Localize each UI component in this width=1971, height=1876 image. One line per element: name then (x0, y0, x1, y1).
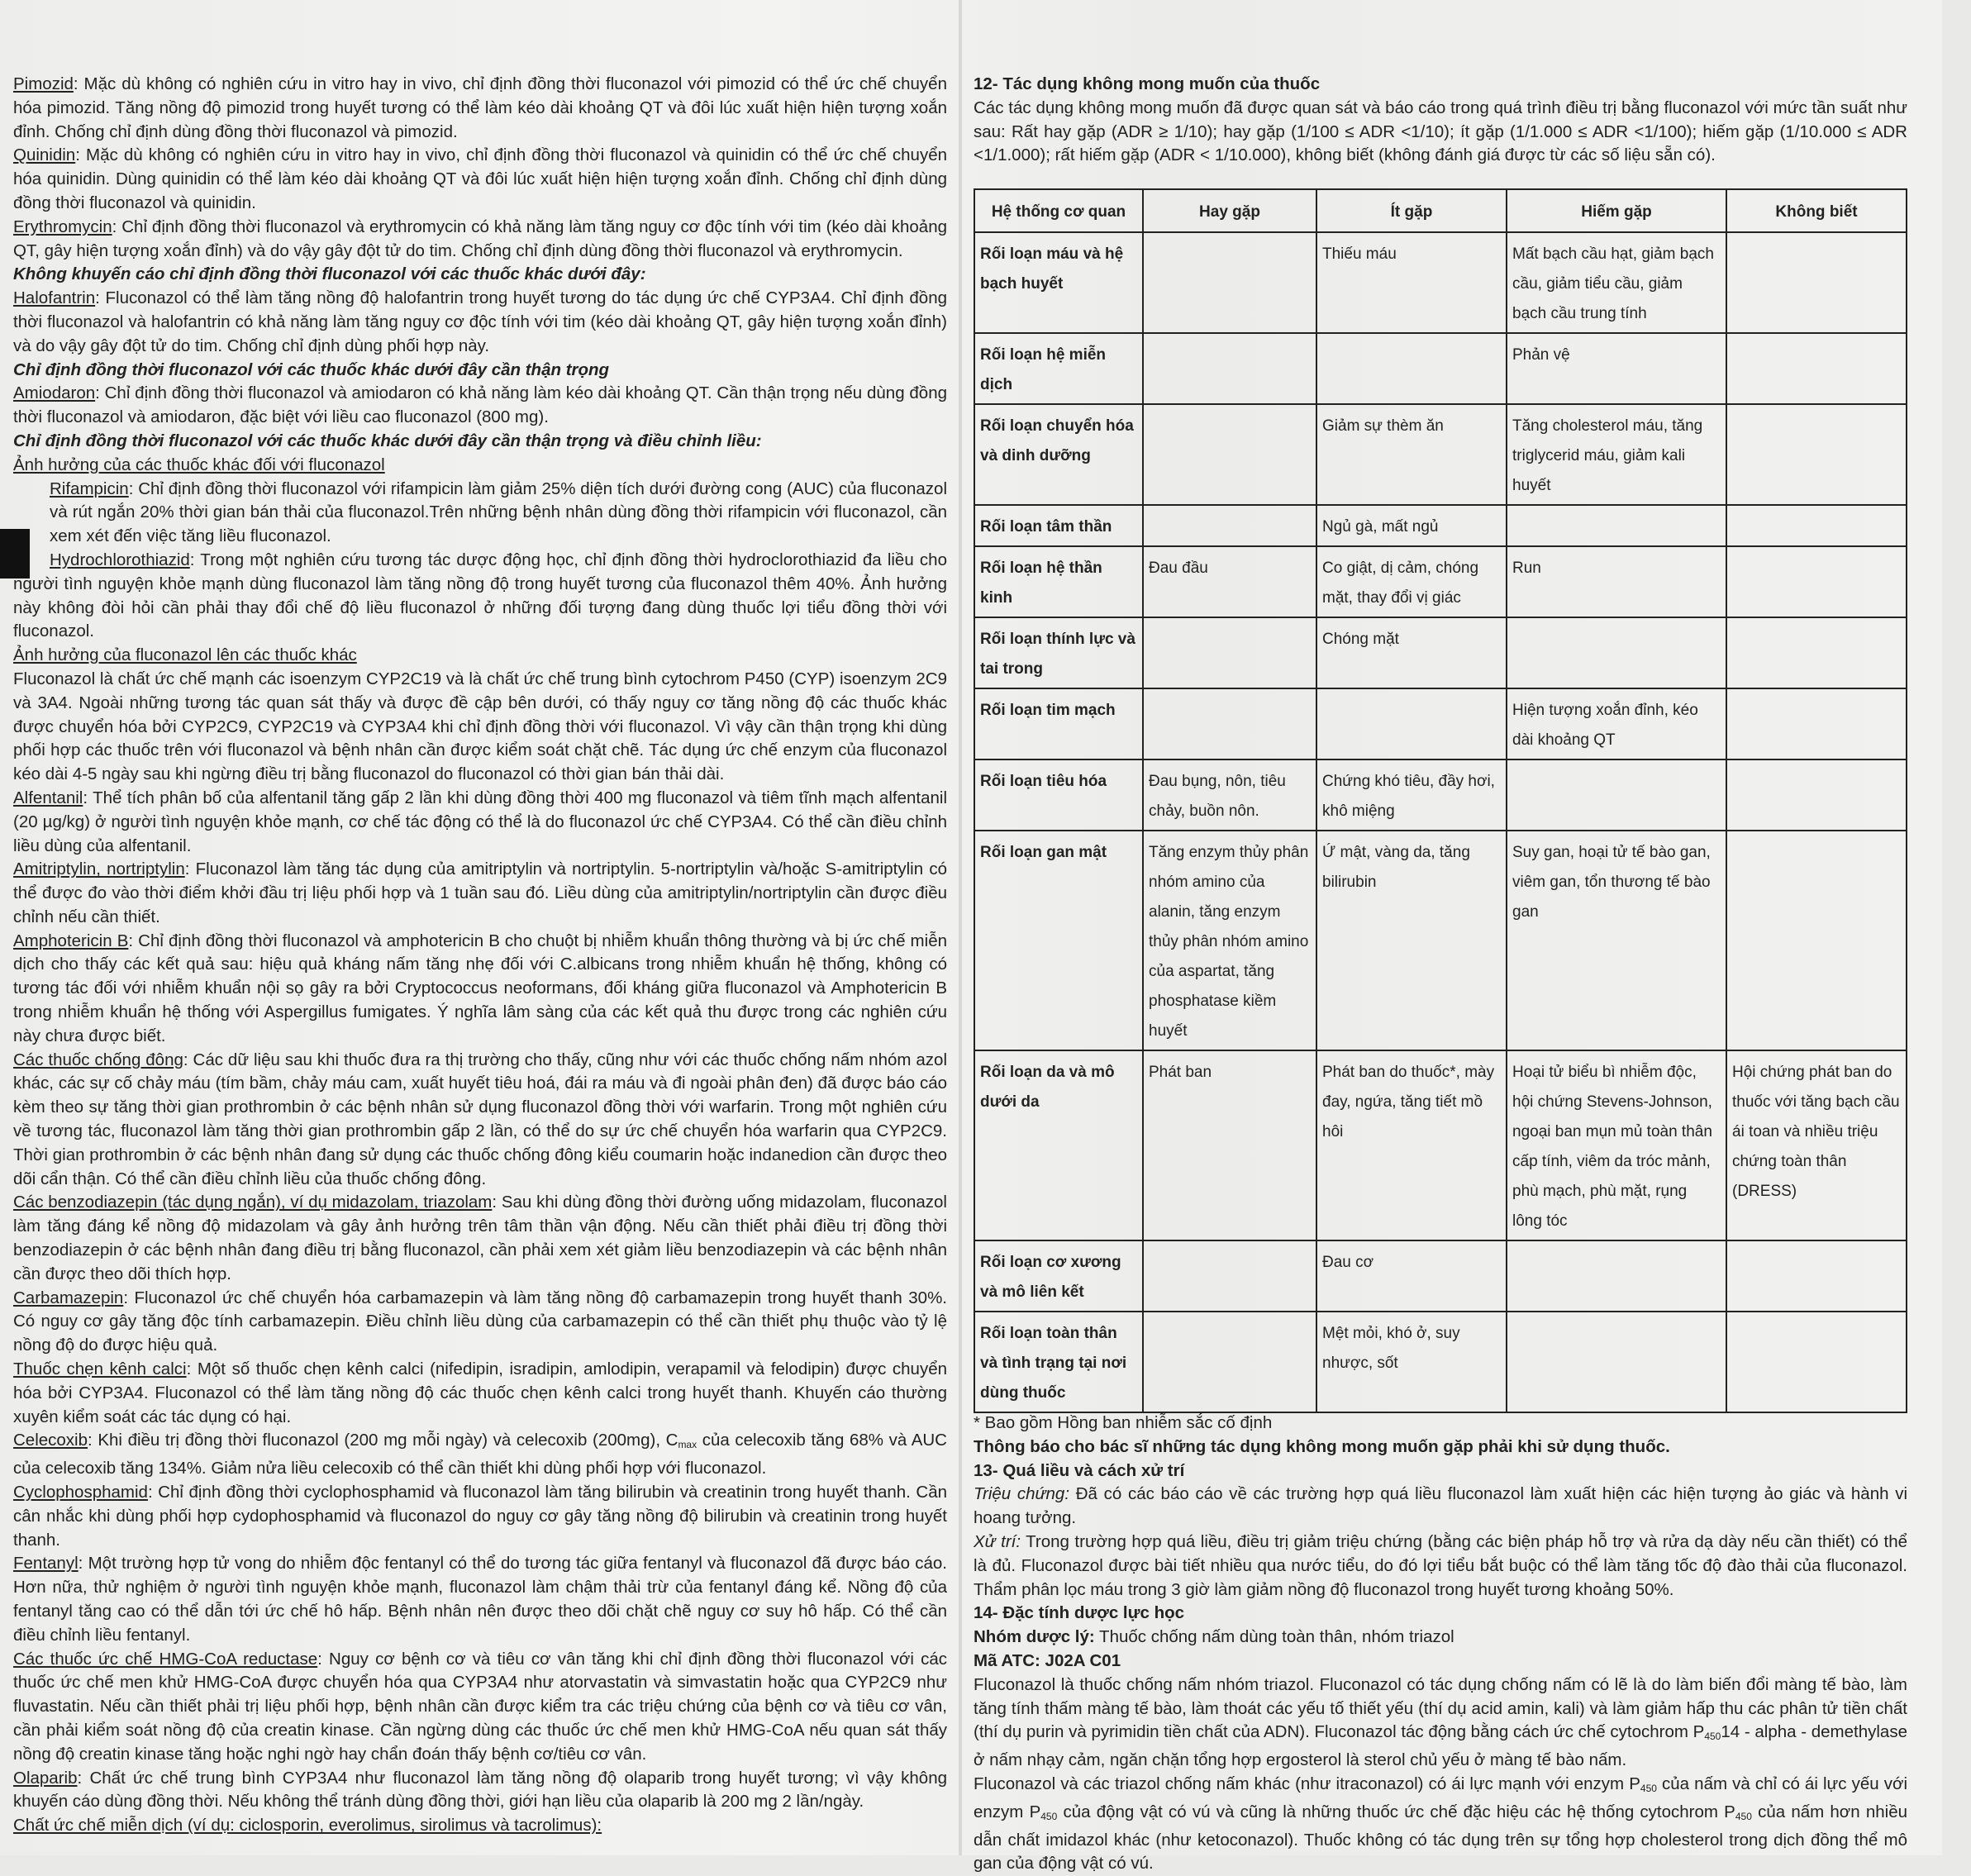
rare-cell: Suy gan, hoại tử tế bào gan, viêm gan, tổn thương tế bào gan (1507, 831, 1726, 1050)
organ-system-cell: Rối loạn toàn thân và tình trạng tại nơi dùng thuốc (974, 1312, 1143, 1412)
rare-cell (1507, 759, 1726, 831)
cmax-subscript: max (678, 1439, 697, 1451)
text-calcium-channel-blockers: : Một số thuốc chẹn kênh calci (nifedipin, isradipin, amlodipin, verapamil và felodipin) được chuyển hóa bởi CYP3A4. Fluconazol có thể làm tăng nồng độ các thuốc chẹn kênh calci trong huyết thanh. Khuyến cáo thường xuyên kiểm soát các tác dụng có hại. (13, 1359, 947, 1426)
rare-cell: Tăng cholesterol máu, tăng triglycerid máu, giảm kali huyết (1507, 404, 1726, 505)
uncommon-cell: Co giật, dị cảm, chóng mặt, thay đổi vị giác (1316, 546, 1507, 617)
table-row (974, 1312, 1907, 1412)
unknown-cell (1726, 333, 1907, 404)
group-text: Thuốc chống nấm dùng toàn thân, nhóm triazol (1094, 1627, 1454, 1647)
table-row (974, 505, 1907, 546)
common-cell (1143, 232, 1316, 333)
symptoms-label: Triệu chứng: (974, 1484, 1070, 1504)
heading-adjust-dose: Chỉ định đồng thời fluconazol với các thuốc khác dưới đây cần thận trọng và điều chỉnh liều: (13, 431, 762, 450)
common-cell (1143, 333, 1316, 404)
common-cell: Tăng enzym thủy phân nhóm amino của alanin, tăng enzym thủy phân nhóm amino của aspartat, tăng phosphatase kiềm huyết (1143, 831, 1316, 1050)
uncommon-cell: Chóng mặt (1316, 617, 1507, 688)
p450-subscript: 450 (1040, 1810, 1058, 1822)
text-olaparib: : Chất ức chế trung bình CYP3A4 như fluconazol làm tăng nồng độ olaparib trong huyết tương; vì vậy không khuyến cáo dùng đồng thời. Nếu không thể tránh dùng đồng thời, giới hạn liều của olaparib là 200 mg 2 lần/ngày. (13, 1768, 947, 1812)
unknown-cell (1726, 505, 1907, 546)
table-footnote: * Bao gồm Hồng ban nhiễm sắc cố định (974, 1413, 1273, 1432)
drug-erythromycin: Erythromycin (13, 217, 112, 236)
text-carbamazepin: : Fluconazol ức chế chuyển hóa carbamazepin và làm tăng nồng độ carbamazepin trong huyết thanh 30%. Có nguy cơ gây tăng độc tính carbamazepin. Điều chỉnh liều dùng của carbamazepin có thể cần thiết phụ thuộc vào tỷ lệ nồng độ do được hiệu quả. (13, 1288, 947, 1355)
organ-system-cell: Rối loạn hệ miễn dịch (974, 333, 1143, 404)
text-amitriptylin: : Fluconazol làm tăng tác dụng của amitriptylin và nortriptylin. 5-nortriptylin và/hoặc S-amitriptylin có thể được đo vào thời điểm khởi đầu trị liệu phối hợp và 1 tuần sau đó. Liều dùng của amitriptylin/nortriptylin cần được điều chỉnh nếu cần thiết. (13, 859, 948, 926)
pharmacodynamics-para-2 (974, 1773, 1907, 1876)
p1-text-a: Fluconazol là thuốc chống nấm nhóm triazol. Fluconazol có tác dụng chống nấm có lẽ là do làm biến đổi màng tế bào, làm tăng tính thấm màng tế bào, làm thoát các yếu tố thiết yếu (thí dụ acid amin, kali) và làm giảm hấp thu các phân tử tiền chất (thí dụ purin và pyrimidin tiền chất của ADN). Fluconazol tác động bằng cách ức chế cytochrom P (974, 1674, 1907, 1742)
uncommon-cell: Chứng khó tiêu, đầy hơi, khô miệng (1316, 759, 1507, 831)
table-row (974, 333, 1907, 404)
unknown-cell (1726, 546, 1907, 617)
unknown-cell (1726, 617, 1907, 688)
uncommon-cell (1316, 688, 1507, 759)
table-row (974, 1240, 1907, 1312)
p450-subscript: 450 (1704, 1731, 1721, 1743)
text-hydrochlorothiazid: : Trong một nghiên cứu tương tác dược động học, chỉ định đồng thời hydroclorothiazid đa liều cho người tình nguyện khỏe mạnh dùng fluconazol làm tăng nồng độ trong huyết tương của fluconazol thêm 40%. Ảnh hưởng này không đòi hỏi cần phải thay đổi chế độ liều fluconazol ở những đối tượng đang dùng thuốc lợi tiểu đồng thời với fluconazol. (13, 550, 947, 641)
text-rifampicin: : Chỉ định đồng thời fluconazol với rifampicin làm giảm 25% diện tích dưới đường cong (AUC) của fluconazol và rút ngắn 20% thời gian bán thải của fluconazol.Trên những bệnh nhân dùng đồng thời rifampicin với fluconazol, cần xem xét đến việc tăng liều fluconazol. (50, 479, 947, 546)
table-row (974, 546, 1907, 617)
unknown-cell (1726, 1240, 1907, 1312)
group-label: Nhóm dược lý: (974, 1627, 1095, 1647)
organ-system-cell: Rối loạn da và mô dưới da (974, 1050, 1143, 1240)
unknown-cell: Hội chứng phát ban do thuốc với tăng bạch cầu ái toan và nhiều triệu chứng toàn thân (DRESS) (1726, 1050, 1907, 1240)
table-row (974, 831, 1907, 1050)
p2-text-a: Fluconazol và các triazol chống nấm khác (như itraconazol) có ái lực mạnh với enzym P (974, 1774, 1640, 1793)
drug-fentanyl: Fentanyl (13, 1554, 79, 1574)
text-amphotericin: : Chỉ định đồng thời fluconazol và amphotericin B cho chuột bị nhiễm khuẩn thông thường và bị ức chế miễn dịch cho thấy các kết quả sau: hiệu quả kháng nấm tăng nhẹ đối với C.albicans trong nhiễm khuẩn hệ thống, không có tương tác đối với nhiễm khuẩn nội sọ gây ra bởi Cryptococcus neoformans, đối kháng giữa fluconazol và Amphotericin B trong nhiễm khuẩn hệ thống với Aspergillus fumigates. Ý nghĩa lâm sàng của các kết quả thu được trong các nghiên cứu này chưa được biết. (13, 931, 947, 1045)
organ-system-cell: Rối loạn tim mạch (974, 688, 1143, 759)
drug-cyclophosphamid: Cyclophosphamid (13, 1483, 148, 1502)
header-common: Hay gặp (1143, 189, 1316, 232)
text-alfentanil: : Thể tích phân bố của alfentanil tăng gấp 2 lần khi dùng đồng thời 400 mg fluconazol và tiêm tĩnh mạch alfentanil (20 µg/kg) ở người tình nguyện khỏe mạnh, cơ chế tác động có thể là do fluconazol ức chế CYP3A4. Có thể cần điều chỉnh liều dùng của alfentanil. (13, 788, 947, 855)
symptoms-text: Đã có các báo cáo về các trường hợp quá liều fluconazol làm xuất hiện các hiện tượng ảo giác và hành vi hoang tưởng. (974, 1484, 1907, 1528)
section-14-title: 14- Đặc tính dược lực học (974, 1603, 1185, 1623)
section-12-title: 12- Tác dụng không mong muốn của thuốc (974, 74, 1321, 93)
drug-amitriptylin: Amitriptylin, nortriptylin (13, 859, 185, 879)
header-uncommon: Ít gặp (1316, 189, 1507, 232)
para-fentanyl (13, 1552, 947, 1647)
para-rifampicin (13, 478, 947, 549)
unknown-cell (1726, 831, 1907, 1050)
para-carbamazepin (13, 1287, 947, 1358)
treatment-label: Xử trí: (974, 1531, 1021, 1551)
unknown-cell (1726, 404, 1907, 505)
text-celecoxib-b: của celecoxib tăng 68% và AUC của celecoxib tăng 134%. Giảm nửa liều celecoxib có thể cần thiết khi dùng phối hợp với fluconazol. (13, 1431, 947, 1478)
table-row (974, 617, 1907, 688)
section-13-title: 13- Quá liều và cách xử trí (974, 1460, 1185, 1480)
para-amiodaron (13, 382, 947, 430)
para-olaparib (13, 1767, 947, 1815)
common-cell (1143, 1312, 1316, 1412)
common-cell (1143, 617, 1316, 688)
organ-system-cell: Rối loạn chuyển hóa và dinh dưỡng (974, 404, 1143, 505)
unknown-cell (1726, 1312, 1907, 1412)
heading-not-recommended: Không khuyến cáo chỉ định đồng thời fluconazol với các thuốc khác dưới đây: (13, 264, 646, 284)
common-cell: Đau đầu (1143, 546, 1316, 617)
rare-cell (1507, 1240, 1726, 1312)
drug-amphotericin: Amphotericin B (13, 931, 129, 950)
text-halofantrin: : Fluconazol có thể làm tăng nồng độ halofantrin trong huyết tương do tác dụng ức chế CYP3A4. Chỉ định đồng thời fluconazol và halofantrin có khả năng làm tăng nguy cơ độc tính với tim (kéo dài khoảng QT, gây hiện tượng xoắn đỉnh) và do vậy gây đột tử do tim. Chống chỉ định dùng phối hợp này. (13, 288, 947, 355)
drug-benzodiazepin: Các benzodiazepin (tác dụng ngắn), ví dụ midazolam, triazolam (13, 1193, 493, 1212)
organ-system-cell: Rối loạn gan mật (974, 831, 1143, 1050)
organ-system-cell: Rối loạn tâm thần (974, 505, 1143, 546)
section-12-intro: Các tác dụng không mong muốn đã được quan sát và báo cáo trong quá trình điều trị bằng fluconazol với mức tần suất như sau: Rất hay gặp (ADR ≥ 1/10); hay gặp (1/100 ≤ ADR <1/10); ít gặp (1/1.000 ≤ ADR <1/100); hiếm gặp (1/10.000 ≤ ADR <1/1.000); rất hiếm gặp (ADR < 1/10.000), không biết (không đánh giá được từ các số liệu sẵn có). (974, 98, 1907, 165)
drug-halofantrin: Halofantrin (13, 288, 96, 308)
overdose-treatment (974, 1531, 1907, 1602)
heading-immunosuppressants: Chất ức chế miễn dịch (ví dụ: ciclosporin, everolimus, sirolimus và tacrolimus): (13, 1816, 602, 1836)
pharmacologic-group (974, 1626, 1907, 1650)
para-hmg-coa (13, 1648, 947, 1767)
section-12 (974, 73, 1907, 168)
para-fluconazol-intro: Fluconazol là chất ức chế mạnh các isoenzym CYP2C19 và là chất ức chế trung bình cytochrom P450 (CYP) isoenzym 2C9 và 3A4. Ngoài những tương tác quan sát thấy và được đề cập bên dưới, có thấy nguy cơ tăng nồng độ các thuốc khác được chuyển hóa bởi CYP2C9, CYP2C19 và CYP3A4 khi chỉ định đồng thời với fluconazol. Vì vậy cần thận trọng khi dùng phối hợp các thuốc trên với fluconazol và bệnh nhân cần được kiểm soát chặt chẽ. Tác dụng ức chế enzym của fluconazol kéo dài 4-5 ngày sau khi ngừng điều trị bằng fluconazol do fluconazol có thời gian bán thải dài. (13, 669, 947, 784)
table-row (974, 232, 1907, 333)
drug-rifampicin: Rifampicin (50, 479, 129, 498)
para-alfentanil (13, 787, 947, 858)
text-hmg-coa: : Nguy cơ bệnh cơ và tiêu cơ vân tăng khi chỉ định đồng thời fluconazol với các thuốc ức chế men khử HMG-CoA được chuyển hóa qua CYP3A4 như atorvastatin và simvastatin hoặc qua CYP2C9 như fluvastatin. Nếu cần thiết phải trị liệu phối hợp, bệnh nhân cần được kiểm tra các triệu chứng của bệnh cơ và tiêu cơ vân, cần phải kiểm soát nồng độ của creatin kinase. Cần ngừng dùng các thuốc ức chế men khử HMG-CoA nếu quan sát thấy nồng độ creatin kinase tăng hoặc nghi ngờ hay chẩn đoán thấy bệnh cơ/tiêu cơ vân. (13, 1649, 947, 1764)
table-row (974, 759, 1907, 831)
drug-hydrochlorothiazid: Hydrochlorothiazid (50, 550, 190, 569)
common-cell (1143, 688, 1316, 759)
common-cell: Đau bụng, nôn, tiêu chảy, buồn nôn. (1143, 759, 1316, 831)
para-amitriptylin (13, 858, 947, 929)
para-quinidin (13, 144, 947, 215)
text-quinidin: : Mặc dù không có nghiên cứu in vitro hay in vivo, chỉ định đồng thời fluconazol và quinidin có thể ức chế chuyển hóa quinidin. Dùng quinidin có thể làm kéo dài khoảng QT và đôi lúc xuất hiện hiện tượng xoắn đỉnh. Chống chỉ định dùng đồng thời fluconazol và quinidin. (13, 145, 947, 212)
organ-system-cell: Rối loạn thính lực và tai trong (974, 617, 1143, 688)
drug-hmg-coa: Các thuốc ức chế HMG-CoA reductase (13, 1649, 318, 1669)
drug-olaparib: Olaparib (13, 1768, 78, 1788)
rare-cell: Phản vệ (1507, 333, 1726, 404)
p450-subscript: 450 (1735, 1810, 1752, 1822)
atc-code: Mã ATC: J02A C01 (974, 1650, 1121, 1670)
organ-system-cell: Rối loạn hệ thần kinh (974, 546, 1143, 617)
overdose-symptoms (974, 1483, 1907, 1531)
para-celecoxib (13, 1429, 947, 1481)
organ-system-cell: Rối loạn máu và hệ bạch huyết (974, 232, 1143, 333)
common-cell (1143, 404, 1316, 505)
p2-text-b: của nấm và chỉ có ái lực yếu với enzym P (974, 1774, 1908, 1821)
common-cell (1143, 1240, 1316, 1312)
uncommon-cell: Mệt mỏi, khó ở, suy nhược, sốt (1316, 1312, 1507, 1412)
table-row (974, 688, 1907, 759)
para-erythromycin (13, 216, 947, 264)
organ-system-cell: Rối loạn cơ xương và mô liên kết (974, 1240, 1143, 1312)
uncommon-cell: Giảm sự thèm ăn (1316, 404, 1507, 505)
header-organ-system: Hệ thống cơ quan (974, 189, 1143, 232)
para-hydrochlorothiazid (13, 549, 947, 644)
pharmacodynamics-para-1 (974, 1674, 1907, 1773)
rare-cell (1507, 1312, 1726, 1412)
drug-calcium-channel-blockers: Thuốc chẹn kênh calci (13, 1359, 187, 1379)
drug-quinidin: Quinidin (13, 145, 76, 165)
uncommon-cell: Ngủ gà, mất ngủ (1316, 505, 1507, 546)
header-rare: Hiếm gặp (1507, 189, 1726, 232)
uncommon-cell (1316, 333, 1507, 404)
heading-caution: Chỉ định đồng thời fluconazol với các thuốc khác dưới đây cần thận trọng (13, 359, 610, 379)
drug-alfentanil: Alfentanil (13, 788, 83, 807)
p2-text-c: của động vật có vú và cũng là những thuốc ức chế đặc hiệu các hệ thống cytochrom P (1057, 1802, 1735, 1821)
heading-fluconazol-on-others: Ảnh hưởng của fluconazol lên các thuốc khác (13, 645, 357, 665)
rare-cell (1507, 617, 1726, 688)
para-cyclophosphamid (13, 1481, 947, 1552)
rare-cell: Hiện tượng xoắn đỉnh, kéo dài khoảng QT (1507, 688, 1726, 759)
para-halofantrin (13, 287, 947, 358)
organ-system-cell: Rối loạn tiêu hóa (974, 759, 1143, 831)
uncommon-cell: Thiếu máu (1316, 232, 1507, 333)
heading-others-on-fluconazol: Ảnh hưởng của các thuốc khác đối với fluconazol (13, 455, 385, 474)
unknown-cell (1726, 688, 1907, 759)
p1-text-b: 14 - alpha - demethylase ở nấm nhạy cảm, ngăn chặn tổng hợp ergosterol là sterol chủ yếu ở màng tế bào nấm. (974, 1722, 1907, 1770)
table-header-row (974, 189, 1907, 232)
text-celecoxib-a: : Khi điều trị đồng thời fluconazol (200 mg mỗi ngày) và celecoxib (200mg), C (88, 1431, 678, 1450)
adverse-reactions-table (974, 188, 1907, 1413)
fold-line (959, 0, 962, 1855)
text-cyclophosphamid: : Chỉ định đồng thời cyclophosphamid và fluconazol làm tăng bilirubin và creatinin trong huyết thanh. Cần cân nhắc khi dùng phối hợp cydophosphamid và fluconazol do nguy cơ gây tăng nồng độ bilirubin và creatinin trong huyết thanh. (13, 1483, 947, 1550)
common-cell: Phát ban (1143, 1050, 1316, 1240)
para-anticoagulants (13, 1049, 947, 1192)
p2-text-d: của nấm hơn nhiều dẫn chất imidazol khác (như ketoconazol). Thuốc không có tác dụng trên sự tổng hợp cholesterol trong dịch đồng thể mô gan của động vật có vú. (974, 1802, 1907, 1874)
text-fentanyl: : Một trường hợp tử vong do nhiễm độc fentanyl có thể do tương tác giữa fentanyl và fluconazol đã được báo cáo. Hơn nữa, thử nghiệm ở người tình nguyện khỏe mạnh, fluconazol làm chậm thải trừ của fentanyl đáng kể. Nồng độ của fentanyl tăng cao có thể dẫn tới ức chế hô hấp. Bệnh nhân nên được theo dõi chặt chẽ nguy cơ suy hô hấp. Có thể cần điều chỉnh liều fentanyl. (13, 1554, 947, 1645)
text-amiodaron: : Chỉ định đồng thời fluconazol và amiodaron có khả năng làm kéo dài khoảng QT. Cần thận trọng nếu dùng đồng thời fluconazol và amiodaron, đặc biệt với liều cao fluconazol (800 mg). (13, 383, 947, 427)
common-cell (1143, 505, 1316, 546)
para-pimozid (13, 73, 947, 144)
table-row (974, 404, 1907, 505)
text-erythromycin: : Chỉ định đồng thời fluconazol và erythromycin có khả năng làm tăng nguy cơ độc tính với tim (kéo dài khoảng QT, gây hiện tượng xoắn đỉnh) và do vậy gây đột tử do tim. Chống chỉ định dùng đồng thời fluconazol và erythromycin. (13, 217, 947, 260)
left-column (13, 73, 947, 1838)
drug-celecoxib: Celecoxib (13, 1431, 88, 1450)
drug-amiodaron: Amiodaron (13, 383, 96, 403)
p450-subscript: 450 (1640, 1782, 1657, 1794)
rare-cell: Run (1507, 546, 1726, 617)
rare-cell: Mất bạch cầu hạt, giảm bạch cầu, giảm tiểu cầu, giảm bạch cầu trung tính (1507, 232, 1726, 333)
uncommon-cell: Đau cơ (1316, 1240, 1507, 1312)
drug-pimozid: Pimozid (13, 74, 74, 93)
drug-carbamazepin: Carbamazepin (13, 1288, 124, 1307)
treatment-text: Trong trường hợp quá liều, điều trị giảm triệu chứng (bằng các biện pháp hỗ trợ và rửa dạ dày nếu cần thiết) có thể là đủ. Fluconazol được bài tiết nhiều qua nước tiểu, do đó lợi tiểu bắt buộc có thể làm tăng tốc độ đào thải của fluconazol. Thẩm phân lọc máu trong 3 giờ làm giảm nồng độ fluconazol trong huyết tương khoảng 50%. (974, 1531, 1908, 1599)
para-calcium-channel-blockers (13, 1358, 947, 1429)
report-notice: Thông báo cho bác sĩ những tác dụng không mong muốn gặp phải khi sử dụng thuốc. (974, 1436, 1670, 1456)
text-benzodiazepin: : Sau khi dùng đồng thời đường uống midazolam, fluconazol làm tăng đáng kể nồng độ midazolam và gây ảnh hưởng trên tâm thần vận động. Nếu cần thiết phải điều trị đồng thời benzodiazepin ở các bệnh nhân đang điều trị bằng fluconazol, cần phải xem xét giảm liều benzodiazepin và các bệnh nhân cần được theo dõi thích hợp. (13, 1193, 947, 1283)
unknown-cell (1726, 759, 1907, 831)
uncommon-cell: Ứ mật, vàng da, tăng bilirubin (1316, 831, 1507, 1050)
unknown-cell (1726, 232, 1907, 333)
table-row (974, 1050, 1907, 1240)
rare-cell: Hoại tử biểu bì nhiễm độc, hội chứng Stevens-Johnson, ngoại ban mụn mủ toàn thân cấp tính, viêm da tróc mảnh, phù mạch, phù mặt, rụng lông tóc (1507, 1050, 1726, 1240)
sections-13-14 (974, 1412, 1907, 1876)
para-amphotericin (13, 930, 947, 1049)
text-anticoagulants: : Các dữ liệu sau khi thuốc đưa ra thị trường cho thấy, cũng như với các thuốc chống nấm nhóm azol khác, các sự cố chảy máu (tím bầm, chảy máu cam, xuất huyết tiêu hoá, đái ra máu và đi ngoài phân đen) đã được báo cáo kèm theo sự tăng thời gian prothrombin ở các bệnh nhân sử dụng fluconazol đồng thời với warfarin. Trong một nghiên cứu về tương tác, fluconazol làm tăng thời gian prothrombin gấp 2 lần, có thể do sự ức chế chuyển hóa warfarin qua CYP2C9. Thời gian prothrombin ở các bệnh nhân đang sử dụng các thuốc chống đông kiểu coumarin hoặc indanedion cần được theo dõi cẩn thận. Có thể cần điều chỉnh liều của thuốc chống đông. (13, 1050, 947, 1188)
uncommon-cell: Phát ban do thuốc*, mày đay, ngứa, tăng tiết mồ hôi (1316, 1050, 1507, 1240)
text-pimozid: : Mặc dù không có nghiên cứu in vitro hay in vivo, chỉ định đồng thời fluconazol với pimozid có thể ức chế chuyển hóa pimozid. Tăng nồng độ pimozid trong huyết tương có thể làm kéo dài khoảng QT và đôi lúc xuất hiện hiện tượng xoắn đỉnh. Chống chỉ định dùng đồng thời fluconazol và pimozid. (13, 74, 947, 141)
header-unknown: Không biết (1726, 189, 1907, 232)
rare-cell (1507, 505, 1726, 546)
drug-anticoagulants: Các thuốc chống đông (13, 1050, 183, 1069)
para-benzodiazepin (13, 1191, 947, 1286)
